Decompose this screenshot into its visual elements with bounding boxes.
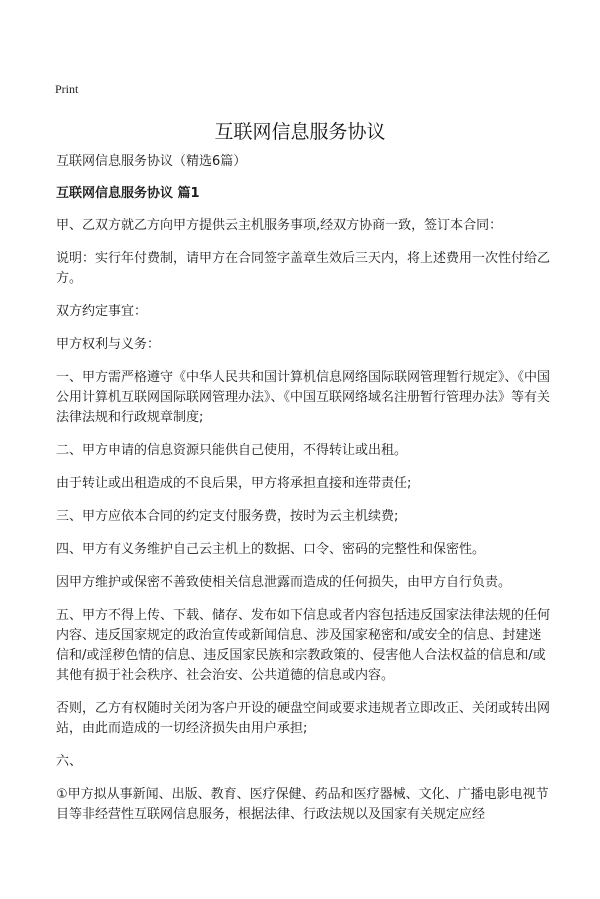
paragraph: 甲、乙双方就乙方向甲方提供云主机服务事项,经双方协商一致，签订本合同： [56,218,503,233]
paragraph: 甲方权利与义务： [56,337,161,352]
document-title: 互联网信息服务协议 [214,121,386,143]
paragraph: 五、甲方不得上传、下载、储存、发布如下信息或者内容包括违反国家法律法规的任何内容、违反国家规定的政治宣传或新闻信息、涉及国家秘密和/或安全的信息、封建迷信和/或淫秽色情的信息、违反国家民族和宗教政策的、侵害他人合法权益的信息和/或其他有损于社会秩序、社会治安、公共道德的信息或内容。 [56,608,551,683]
paragraph: 因甲方维护或保密不善致使相关信息泄露而造成的任何损失，由甲方自行负责。 [56,575,512,590]
paragraph: 四、甲方有义务维护自己云主机上的数据、口令、密码的完整性和保密性。 [56,542,486,557]
document-subtitle: 互联网信息服务协议（精选6篇） [56,154,247,169]
print-link[interactable]: Print [55,82,79,96]
paragraph: 六、 [56,754,83,769]
document-body [56,152,550,838]
section-heading: 互联网信息服务协议 篇1 [56,186,200,201]
paragraph: 三、甲方应依本合同的约定支付服务费，按时为云主机续费; [56,509,399,524]
paragraph: 否则，乙方有权随时关闭为客户开设的硬盘空间或要求违规者立即改正、关闭或转出网站，由此而造成的一切经济损失由用户承担; [56,701,551,736]
paragraph: 由于转让或出租造成的不良后果，甲方将承担直接和连带责任; [56,476,412,491]
paragraph: 双方约定事宜： [56,304,148,319]
paragraph: 一、甲方需严格遵守《中华人民共和国计算机信息网络国际联网管理暂行规定》、《中国公用计算机互联网国际联网管理办法》、《中国互联网络域名注册暂行管理办法》等有关法律法规和行政规章制度; [56,370,551,425]
paragraph: ①甲方拟从事新闻、出版、教育、医疗保健、药品和医疗器械、文化、广播电影电视节目等非经营性互联网信息服务，根据法律、行政法规以及国家有关规定应经 [56,787,549,822]
paragraph: 说明：实行年付费制，请甲方在合同签字盖章生效后三天内，将上述费用一次性付给乙方。 [56,251,551,286]
paragraph: 二、甲方申请的信息资源只能供自己使用，不得转让或出租。 [56,443,408,458]
